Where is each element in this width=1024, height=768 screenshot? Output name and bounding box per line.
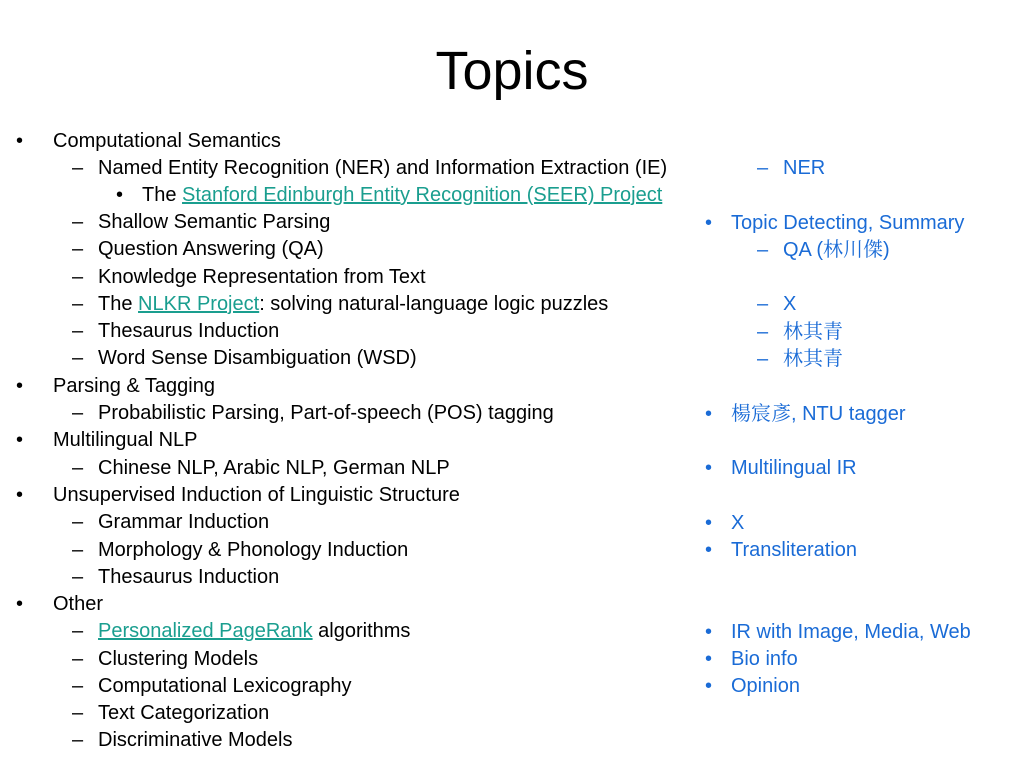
item-unsupervised-induction: Unsupervised Induction of Linguistic Structure [53,484,460,506]
item-discriminative-models: Discriminative Models [98,729,293,751]
item-computational-semantics: Computational Semantics [53,130,281,152]
item-parsing-tagging: Parsing & Tagging [53,375,215,397]
dash-icon: – [757,157,769,179]
dash-icon: – [72,620,84,642]
annotation-x: X [783,293,797,315]
seer-prefix: The [142,184,177,206]
bullet-icon: • [705,621,713,643]
item-other: Other [53,593,104,615]
item-thesaurus-induction: Thesaurus Induction [98,320,280,342]
bullet-icon: • [705,457,713,479]
annotation-qa-person: QA (林川傑) [783,239,890,261]
bullet-icon: • [16,130,24,152]
dash-icon: – [72,402,84,424]
item-computational-lexicography: Computational Lexicography [98,675,352,697]
nlkr-prefix: The [98,293,133,315]
bullet-icon: • [705,512,713,534]
annotation-bio-info: Bio info [731,648,798,670]
item-text-categorization: Text Categorization [98,702,270,724]
annotation-person: 林其青 [783,321,843,343]
item-wsd: Word Sense Disambiguation (WSD) [98,347,417,369]
dash-icon: – [757,293,769,315]
bullet-icon: • [116,184,124,206]
item-pagerank [98,619,410,643]
bullet-icon: • [16,593,24,615]
dash-icon: – [72,320,84,342]
dash-icon: – [72,157,84,179]
item-shallow-semantic-parsing: Shallow Semantic Parsing [98,211,331,233]
bullet-icon: • [16,429,24,451]
annotation-x: X [731,512,745,534]
bullet-icon: • [16,375,24,397]
dash-icon: – [72,702,84,724]
item-probabilistic-parsing: Probabilistic Parsing, Part-of-speech (POS) tagging [98,402,554,424]
annotation-opinion: Opinion [731,675,800,697]
dash-icon: – [72,566,84,588]
item-chinese-arabic-german: Chinese NLP, Arabic NLP, German NLP [98,457,450,479]
item-nlkr [98,292,608,316]
dash-icon: – [72,539,84,561]
slide-title: Topics [435,41,589,101]
item-clustering-models: Clustering Models [98,648,259,670]
annotation-multilingual-ir: Multilingual IR [731,457,857,479]
nlkr-suffix: : solving natural-language logic puzzles [259,293,609,315]
dash-icon: – [72,347,84,369]
annotation-transliteration: Transliteration [731,539,857,561]
dash-icon: – [72,729,84,751]
item-knowledge-representation: Knowledge Representation from Text [98,266,426,288]
bullet-icon: • [16,484,24,506]
annotation-person: 林其青 [783,348,843,370]
bullet-icon: • [705,675,713,697]
pagerank-suffix: algorithms [312,620,411,642]
dash-icon: – [72,266,84,288]
dash-icon: – [72,457,84,479]
dash-icon: – [72,511,84,533]
annotation-ir-image-media-web: IR with Image, Media, Web [731,621,971,643]
dash-icon: – [757,239,769,261]
annotation-ner: NER [783,157,826,179]
dash-icon: – [72,238,84,260]
seer-project-link[interactable]: Stanford Edinburgh Entity Recognition (SEER) Project [182,184,663,206]
item-morphology-phonology: Morphology & Phonology Induction [98,539,409,561]
item-seer [142,183,662,207]
dash-icon: – [72,211,84,233]
dash-icon: – [72,648,84,670]
dash-icon: – [72,675,84,697]
annotation-topic-detecting: Topic Detecting, Summary [731,212,965,234]
dash-icon: – [72,293,84,315]
item-question-answering: Question Answering (QA) [98,238,324,260]
item-thesaurus-induction: Thesaurus Induction [98,566,280,588]
item-grammar-induction: Grammar Induction [98,511,270,533]
bullet-icon: • [705,648,713,670]
bullet-icon: • [705,403,713,425]
annotation-ntu-tagger: 楊宸彥, NTU tagger [731,403,906,425]
item-multilingual-nlp: Multilingual NLP [53,429,198,451]
dash-icon: – [757,321,769,343]
item-ner-ie: Named Entity Recognition (NER) and Information Extraction (IE) [98,157,668,179]
bullet-icon: • [705,212,713,234]
bullet-icon: • [705,539,713,561]
nlkr-project-link[interactable]: NLKR Project [138,293,260,315]
dash-icon: – [757,348,769,370]
pagerank-link[interactable]: Personalized PageRank [98,620,313,642]
